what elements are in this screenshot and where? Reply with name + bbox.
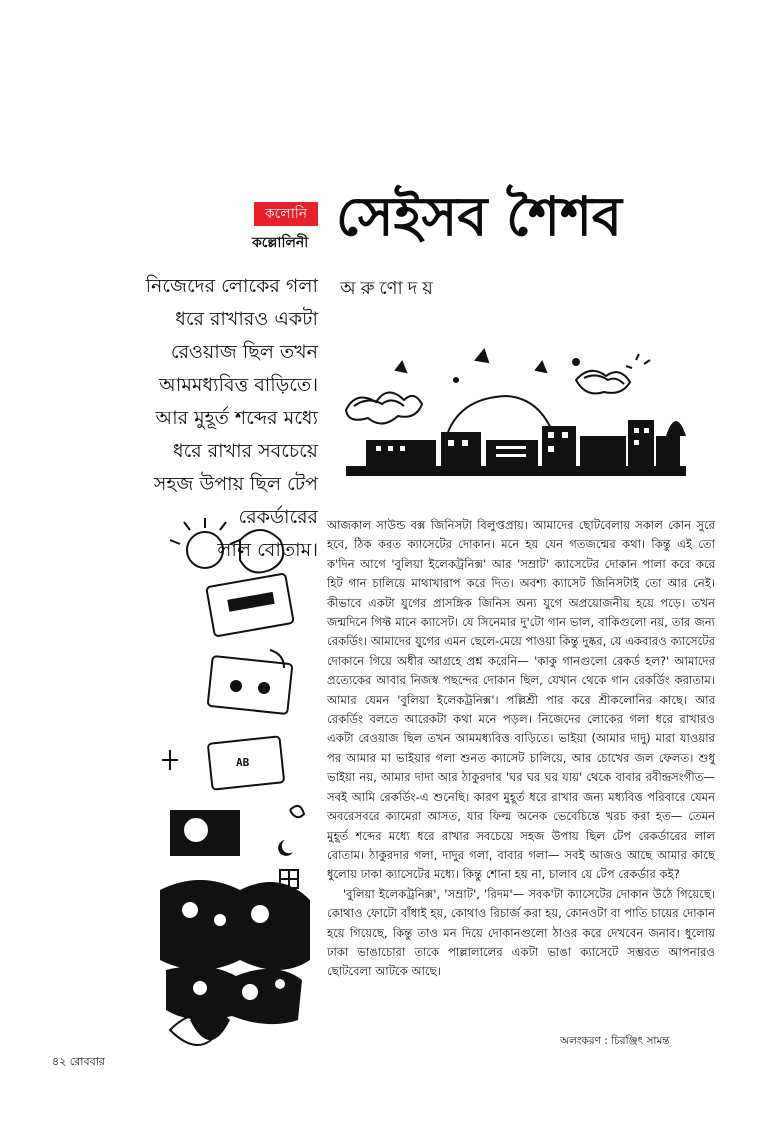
body-paragraph: 'বুলিয়া ইলেকট্রনিক্স', 'সম্রাট', 'রিদম'— সবক'টা ক্যাসেটের দোকান উঠে গিয়েছে। কোথাও ফোটো বাঁধাই হয়, কোথাও রিচার্জ করা হয়, কোনওটা বা পাতি চায়ের দোকান হয়ে গিয়েছে, কিন্তু তাও মন দিয়ে দোকানগুলো ঠাওর করে দেখবেন জনাব। ধুলোয় ঢাকা ভাঙাচোরা তাকে পাল্লালালের একটা ভাঙা ক্যাসেটে সম্ভবত আপনারও ছোটবেলা আটকে আছে। <box>327 886 715 979</box>
pull-quote-line: লাল বোতাম। <box>217 539 318 561</box>
pull-quote-line: ধরে রাখার সবচেয়ে <box>172 440 318 462</box>
cassette-label: AB <box>236 756 250 769</box>
author-byline: অরুণোদয় <box>340 278 438 299</box>
pull-quote-line: রেওয়াজ ছিল তখন <box>170 341 318 363</box>
illustration-credit: অলংকরণ : চিরঞ্জিৎ সামন্ত <box>560 1035 670 1047</box>
pull-quote-line: সহজ উপায় ছিল টেপ <box>153 473 318 495</box>
city-skyline-illustration <box>336 340 696 490</box>
pull-quote-line: আর মুহূর্ত শব্দের মধ্যে <box>155 407 318 429</box>
body-paragraph: আজকাল সাউন্ড বক্স জিনিসটা বিলুপ্তপ্রায়। আমাদের ছোটবেলায় সকাল কোন সুরে হবে, ঠিক করত ক্যাসেটের দোকান। মনে হয় যেন গতজন্মের কথা। কিন্তু এই তো ক'দিন আগে 'বুলিয়া ইলেকট্রনিক্স' আর 'সম্রাট' ক্যাসেটের দোকান পালা করে করে হিট গান চালিয়ে মাথাখারাপ করে দিত। অবশ্য ক্যাসেট জিনিসটাই তো আর নেই। কীভাবে একটা যুগের প্রাসঙ্গিক জিনিস অন্য যুগে অপ্রয়োজনীয় হয়ে পড়ে। তখন জন্মদিনে গিফ্ট মানে ক্যাসেট। যে সিনেমার দু'টো গান ভাল, বাকিগুলো নয়, তার জন্য রেকর্ডিং। আমাদের যুগের এমন ছেলে-মেয়ে পাওয়া কিন্তু দুষ্কর, যে একবারও ক্যাসেটের দোকানে গিয়ে অধীর আগ্রহে প্রশ্ন করেনি— 'কাকু গানগুলো রেকর্ড হল?' আমাদের প্রত্যেকের আবার নিজস্ব পছন্দের দোকান ছিল, যেখান থেকে গান রেকর্ডিং করাতাম। আমার যেমন 'বুলিয়া ইলেকট্রনিক্স'। পল্লিশ্রী পার করে শ্রীকলোনির কাছে। আর রেকর্ডিং বলতে আরেকটা কথা মনে পড়ল। নিজেদের লোকের গলা ধরে রাখারও একটা রেওয়াজ ছিল তখন আমমধ্যবিত্ত বাড়িতে। ভাইয়া (আমার দাদু) মারা যাওয়ার পর আমার মা ভাইয়ার গলা শুনত ক্যাসেট চালিয়ে, আর চোখের জল ফেলত। শুধু ভাইয়া নয়, আমার দাদা আর ঠাকুরদার 'ঘর ঘর ঘর যায়' থেকে বাবার রবীন্দ্রসংগীত— সবই আমি রেকর্ডিং-এ শুনেছি। কারণ মুহূর্ত ধরে রাখার জন্য মধ্যবিত্ত পরিবারে যেমন অবরেসবরে ক্যামেরা আসত, যার ফিল্ম অনেক ভেবেচিন্তে খরচ করা হত— তেমন মুহূর্ত শব্দের মধ্যে ধরে রাখার সবচেয়ে সহজ উপায় ছিল টেপ রেকর্ডারের লাল বোতাম। ঠাকুরদার গলা, দাদুর গলা, বাবার গলা— সবই আজও আছে আমার কাছে ধুলোয় ঢাকা ক্যাসেটের মধ্যে। কিন্তু শোনা হয় না, চালাব যে টেপ রেকর্ডার কই? <box>327 518 715 882</box>
section-subtitle: কল্লোলিনী <box>252 235 309 251</box>
pull-quote-line: রেকর্ডারের <box>238 506 318 528</box>
pull-quote-line: নিজেদের লোকের গলা <box>145 275 318 297</box>
article-body <box>327 516 715 982</box>
section-tag: কলোনি <box>254 202 318 226</box>
page-number-footer: ৪২ রোববার <box>52 1055 105 1068</box>
pull-quote-line: আমমধ্যবিত্ত বাড়িতে। <box>159 374 318 396</box>
pull-quote-line: ধরে রাখারও একটা <box>175 308 318 330</box>
headline: সেইসব শৈশব <box>336 184 622 248</box>
cassette-tower-illustration <box>150 510 320 1070</box>
